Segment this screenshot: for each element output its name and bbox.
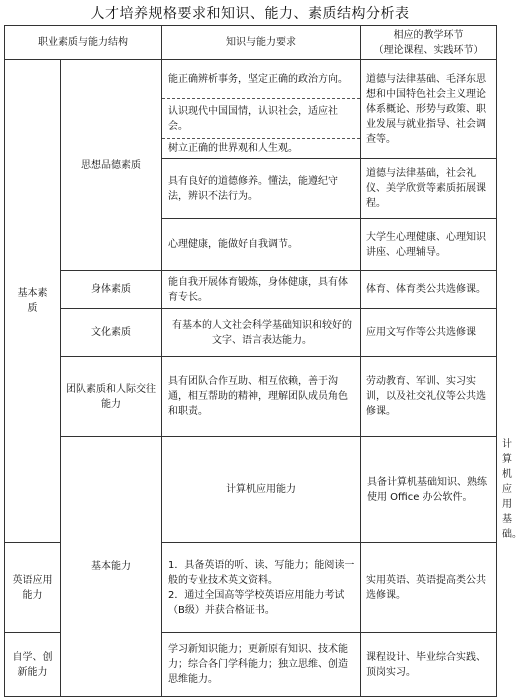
team-teach: 劳动教育、军训、实习实训，以及社交礼仪等公共选修课。 — [361, 357, 497, 437]
header-teaching-title: 相应的教学环节 — [393, 29, 464, 41]
header-teaching — [361, 26, 497, 60]
culture-teach: 应用文写作等公共选修课 — [361, 309, 497, 357]
ideology-req-3: 树立正确的世界观和人生观。 — [162, 139, 361, 159]
ideology-teach-1: 道德与法律基础、毛泽东思想和中国特色社会主义理论体系概论、形势与政策、职业发展与就业指导、社会调查等。 — [361, 60, 497, 159]
table-row — [5, 60, 497, 99]
section-innovation-name: 自学、创新能力 — [5, 633, 61, 697]
header-teaching-subtitle: （理论课程、实践环节） — [373, 44, 484, 56]
team-req: 具有团队合作互助、相互依赖，善于沟通，相互帮助的精神，理解团队成员角色和职责。 — [162, 357, 361, 437]
english-req-1: 1．具备英语的听、读、写能力；能阅读一般的专业技术英文资料。 — [168, 559, 355, 586]
innovation-teach: 课程设计、毕业综合实践、顶岗实习。 — [361, 633, 497, 697]
section-physical-name: 身体素质 — [61, 271, 162, 309]
ideology-req-2: 认识现代中国国情，认识社会，适应社会。 — [162, 99, 361, 139]
section-english-name: 英语应用能力 — [5, 543, 61, 633]
ideology-req-1: 能正确辨析事务，坚定正确的政治方向。 — [162, 60, 361, 99]
physical-req: 能自我开展体育锻炼，身体健康，具有体育专长。 — [162, 271, 361, 309]
page-title: 人才培养规格要求和知识、能力、素质结构分析表 — [90, 6, 410, 22]
english-req-2: 2．通过全国高等学校英语应用能力考试（B级）并获合格证书。 — [168, 589, 345, 616]
table-row — [5, 357, 497, 437]
section-computer-name: 计算机应用能力 — [162, 437, 361, 543]
table-row — [5, 309, 497, 357]
computer-req: 具备计算机基础知识、熟练使用 Office 办公软件。 — [361, 437, 497, 543]
ideology-req-4: 具有良好的道德修养。懂法，能遵纪守法，辨识不法行为。 — [162, 159, 361, 219]
english-teach: 实用英语、英语提高类公共选修课。 — [361, 543, 497, 633]
header-row — [5, 26, 497, 60]
innovation-req: 学习新知识能力；更新原有知识、技术能力；综合各门学科能力；独立思维、创造思维能力。 — [162, 633, 361, 697]
english-req — [162, 543, 361, 633]
ideology-teach-2: 道德与法律基础，社会礼仪、美学欣赏等素质拓展课程。 — [361, 159, 497, 219]
physical-teach: 体育、体育类公共选修课。 — [361, 271, 497, 309]
header-requirements: 知识与能力要求 — [162, 26, 361, 60]
culture-req: 有基本的人文社会科学基础知识和较好的文字、语言表达能力。 — [162, 309, 361, 357]
table-row: 基本能力 计算机应用能力 具备计算机基础知识、熟练使用 Office 办公软件。 计算机应用基础。 — [5, 437, 497, 543]
structure-table — [4, 25, 522, 697]
ideology-req-5: 心理健康，能做好自我调节。 — [162, 219, 361, 271]
header-structure: 职业素质与能力结构 — [5, 26, 162, 60]
ideology-teach-3: 大学生心理健康、心理知识讲座、心理辅导。 — [361, 219, 497, 271]
section-ideology-name: 思想品德素质 — [61, 60, 162, 271]
table-row — [5, 271, 497, 309]
section-culture-name: 文化素质 — [61, 309, 162, 357]
group-basic-ability: 基本能力 — [61, 437, 162, 697]
group-basic-quality: 基本素质 — [5, 60, 61, 543]
section-team-name: 团队素质和人际交往能力 — [61, 357, 162, 437]
